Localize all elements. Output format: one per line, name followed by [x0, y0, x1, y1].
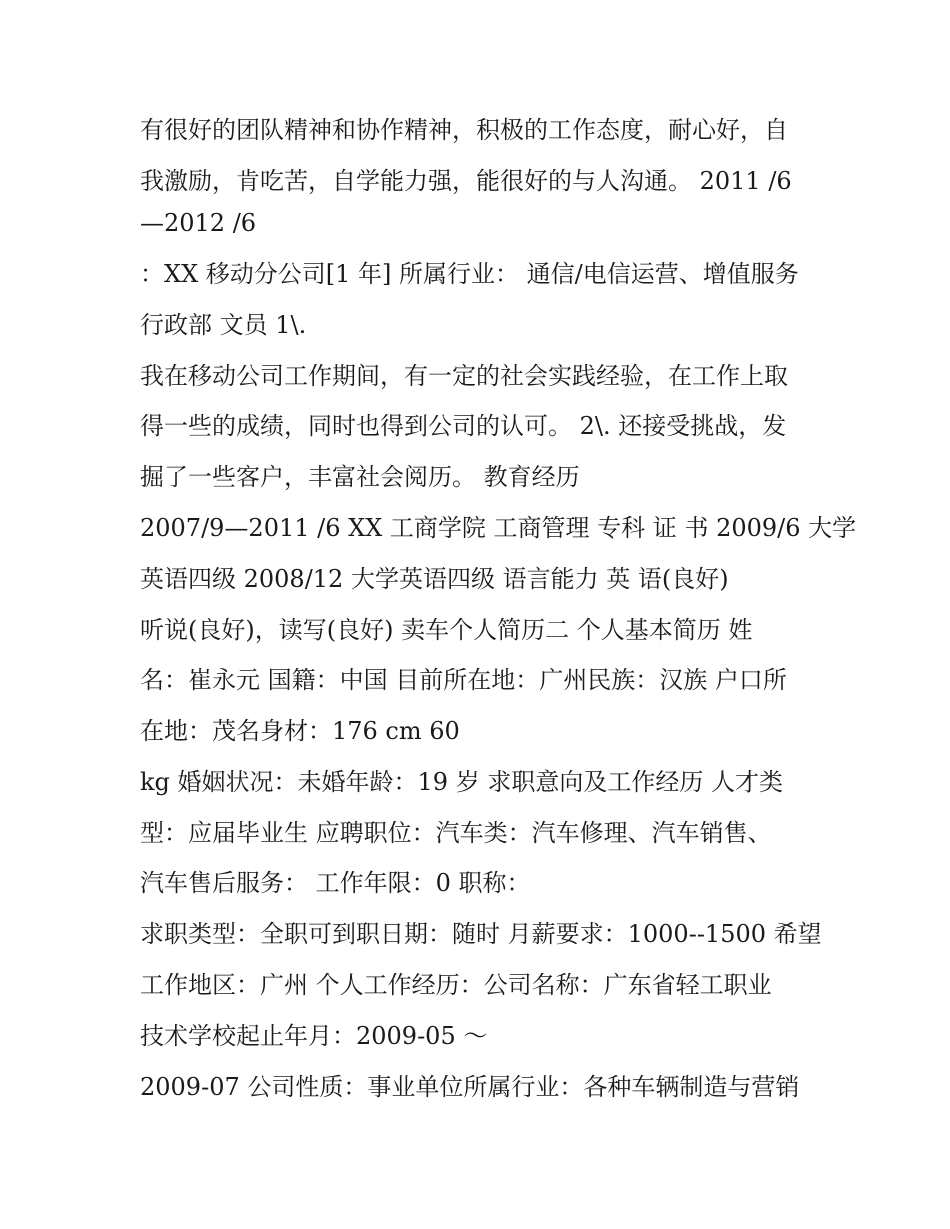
text-line: 有很好的团队精神和协作精神，积极的工作态度，耐心好，自: [140, 116, 788, 144]
text-line: 汽车售后服务： 工作年限：0 职称：: [140, 869, 531, 897]
text-line: ：XX 移动分公司[1 年] 所属行业： 通信/电信运营、增值服务: [140, 260, 799, 288]
text-line: 得一些的成绩，同时也得到公司的认可。 2\. 还接受挑战，发: [140, 412, 787, 440]
text-line: 求职类型：全职可到职日期：随时 月薪要求：1000--1500 希望: [140, 920, 822, 948]
text-line: 名：崔永元 国籍：中国 目前所在地：广州民族：汉族 户口所: [140, 666, 787, 694]
text-line: 行政部 文员 1\.: [140, 311, 307, 339]
text-line: 听说(良好)，读写(良好) 卖车个人简历二 个人基本简历 姓: [140, 616, 753, 644]
text-line: 工作地区：广州 个人工作经历：公司名称：广东省轻工职业: [140, 971, 772, 999]
text-line: kg 婚姻状况：未婚年龄：19 岁 求职意向及工作经历 人才类: [140, 768, 783, 796]
text-line: 2009-07 公司性质：事业单位所属行业：各种车辆制造与营销: [140, 1073, 800, 1101]
text-line: 我激励，肯吃苦，自学能力强，能很好的与人沟通。 2011 /6: [140, 167, 792, 195]
text-line: —2012 /6: [140, 209, 257, 237]
text-line: 我在移动公司工作期间，有一定的社会实践经验，在工作上取: [140, 362, 788, 390]
text-line: 2007/9—2011 /6 XX 工商学院 工商管理 专科 证 书 2009/6 大学: [140, 514, 857, 542]
text-line: 在地：茂名身材：176 cm 60: [140, 717, 460, 745]
text-line: 掘了一些客户，丰富社会阅历。 教育经历: [140, 463, 580, 491]
text-line: 技术学校起止年月：2009-05 ～: [140, 1022, 488, 1050]
text-line: 英语四级 2008/12 大学英语四级 语言能力 英 语(良好): [140, 565, 729, 593]
text-line: 型：应届毕业生 应聘职位：汽车类：汽车修理、汽车销售、: [140, 819, 772, 847]
